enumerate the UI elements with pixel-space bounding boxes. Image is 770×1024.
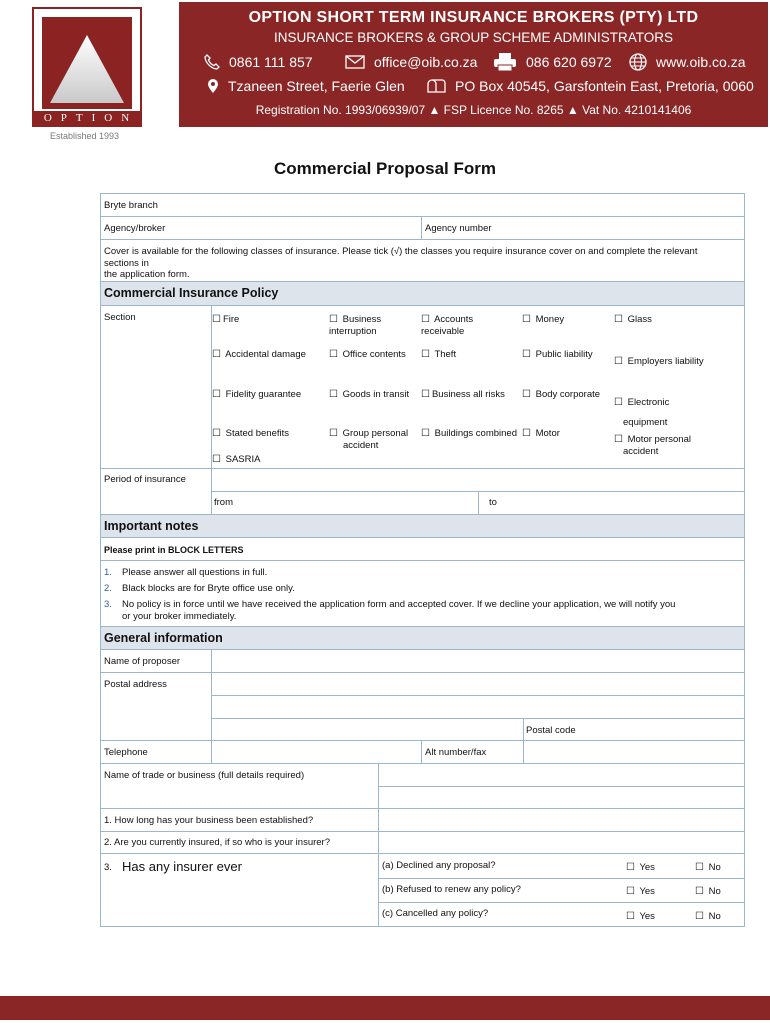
- important-notes-heading-text: Important notes: [104, 519, 199, 533]
- motor-label: Motor: [535, 428, 560, 439]
- checkbox-icon: ☐: [614, 434, 623, 445]
- q3a-yes-checkbox[interactable]: [626, 862, 655, 874]
- q3a-no-checkbox[interactable]: [695, 862, 721, 874]
- checkbox-icon: ☐: [522, 428, 531, 439]
- footer-bar: [0, 996, 770, 1020]
- general-information-heading: [101, 626, 744, 650]
- established-year: Established 1993: [50, 131, 120, 141]
- checkbox-icon: ☐: [614, 397, 623, 408]
- accidental-damage-checkbox[interactable]: [212, 349, 306, 361]
- question-2: 2. Are you currently insured, if so who is your insurer?: [104, 837, 330, 848]
- company-logo: [32, 7, 142, 127]
- checkbox-icon: ☐: [522, 389, 531, 400]
- telephone-label: Telephone: [104, 747, 148, 758]
- checkbox-icon: ☐: [614, 314, 623, 325]
- checkbox-icon: ☐: [329, 389, 338, 400]
- checkbox-icon: ☐: [522, 349, 531, 360]
- note-number-2: 2.: [104, 583, 112, 594]
- fax-contact: [493, 52, 612, 72]
- accounts-receivable-checkbox[interactable]: [421, 314, 473, 338]
- mailbox-icon: [426, 78, 446, 94]
- motor-personal-accident-label: Motor personal: [627, 434, 691, 445]
- q3c-no-checkbox[interactable]: [695, 911, 721, 923]
- buildings-combined-label: Buildings combined: [434, 428, 517, 439]
- glass-label: Glass: [627, 314, 652, 325]
- q3b-yes-checkbox[interactable]: [626, 886, 655, 898]
- checkbox-icon: ☐: [329, 428, 338, 439]
- company-name: OPTION SHORT TERM INSURANCE BROKERS (PTY) LTD: [248, 9, 699, 26]
- electronic-equipment-label: Electronic: [627, 397, 670, 408]
- checkbox-icon: ☐: [421, 389, 430, 400]
- yes-label: Yes: [639, 911, 655, 922]
- group-personal-accident-label: Group personal: [342, 428, 409, 439]
- money-checkbox[interactable]: [522, 314, 564, 326]
- note-number-1: 1.: [104, 567, 112, 578]
- question-3: Has any insurer ever: [122, 859, 242, 874]
- theft-checkbox[interactable]: [421, 349, 456, 361]
- company-subtitle: INSURANCE BROKERS & GROUP SCHEME ADMINISTRATORS: [273, 30, 674, 45]
- checkbox-icon: ☐: [695, 886, 704, 897]
- street-text: Tzaneen Street, Faerie Glen: [228, 78, 405, 94]
- body-corporate-checkbox[interactable]: [522, 389, 600, 401]
- checkbox-icon: ☐: [212, 349, 221, 360]
- business-all-risks-checkbox[interactable]: [421, 389, 505, 401]
- street-address: [207, 78, 405, 94]
- checkbox-icon: ☐: [212, 428, 221, 439]
- motor-personal-accident-checkbox[interactable]: [614, 434, 691, 458]
- fidelity-guarantee-label: Fidelity guarantee: [225, 389, 302, 400]
- checkbox-icon: ☐: [212, 389, 221, 400]
- business-all-risks-label: Business all risks: [431, 389, 505, 400]
- proposal-form: [100, 193, 745, 927]
- phone-contact: [204, 54, 313, 70]
- bryte-branch-label: Bryte branch: [104, 200, 158, 211]
- map-pin-icon: [207, 78, 219, 94]
- public-liability-label: Public liability: [535, 349, 593, 360]
- group-personal-accident-checkbox[interactable]: [329, 428, 408, 452]
- po-box-address: [426, 78, 754, 94]
- sasria-checkbox[interactable]: [212, 454, 260, 466]
- office-contents-checkbox[interactable]: [329, 349, 406, 361]
- accounts-receivable-label: Accounts: [434, 314, 474, 325]
- period-from-field[interactable]: from: [214, 497, 233, 508]
- fire-checkbox[interactable]: [212, 314, 239, 326]
- agency-number-label[interactable]: Agency number: [425, 223, 492, 234]
- agency-broker-label[interactable]: Agency/broker: [104, 223, 166, 234]
- cover-instructions-line2: sections in: [104, 258, 149, 269]
- stated-benefits-checkbox[interactable]: [212, 428, 289, 440]
- alt-number-label: Alt number/fax: [425, 747, 487, 758]
- checkbox-icon: ☐: [695, 862, 704, 873]
- checkbox-icon: ☐: [626, 911, 635, 922]
- employers-liability-checkbox[interactable]: [614, 356, 704, 368]
- trade-name-label: Name of trade or business (full details required): [104, 770, 305, 781]
- goods-in-transit-checkbox[interactable]: [329, 389, 409, 401]
- yes-label: Yes: [639, 862, 655, 873]
- motor-checkbox[interactable]: [522, 428, 560, 440]
- note-3-line1: No policy is in force until we have received the application form and accepted cover. If we decline your application, we will notify you: [122, 599, 676, 610]
- fidelity-guarantee-checkbox[interactable]: [212, 389, 301, 401]
- motor-personal-accident-label-2: accident: [623, 446, 659, 457]
- important-notes-heading: [101, 514, 744, 538]
- q3c-yes-checkbox[interactable]: [626, 911, 655, 923]
- office-contents-label: Office contents: [342, 349, 406, 360]
- no-label: No: [708, 886, 721, 897]
- accidental-damage-label: Accidental damage: [225, 349, 306, 360]
- buildings-combined-checkbox[interactable]: [421, 428, 517, 440]
- po-box-text: PO Box 40545, Garsfontein East, Pretoria, 0060: [455, 78, 754, 94]
- business-interruption-checkbox[interactable]: [329, 314, 381, 338]
- registration-info: Registration No. 1993/06939/07 ▲ FSP Licence No. 8265 ▲ Vat No. 4210141406: [255, 103, 692, 117]
- website-url: www.oib.co.za: [656, 54, 746, 70]
- phone-icon: [204, 54, 220, 70]
- employers-liability-label: Employers liability: [627, 356, 704, 367]
- electronic-equipment-checkbox[interactable]: [614, 393, 669, 433]
- commercial-policy-heading: [101, 281, 744, 306]
- cover-instructions-line3: the application form.: [104, 269, 190, 280]
- globe-icon: [629, 53, 647, 71]
- fax-icon: [493, 52, 517, 72]
- note-number-3: 3.: [104, 599, 112, 610]
- postal-address-label: Postal address: [104, 679, 167, 690]
- stated-benefits-label: Stated benefits: [225, 428, 289, 439]
- group-personal-accident-label-2: accident: [343, 440, 379, 451]
- email-contact: [345, 54, 477, 70]
- period-of-insurance-label: Period of insurance: [104, 474, 186, 485]
- checkbox-icon: ☐: [522, 314, 531, 325]
- question-3b: (b) Refused to renew any policy?: [382, 884, 521, 895]
- block-letters-note: Please print in BLOCK LETTERS: [104, 545, 244, 555]
- logo-triangle-icon: [42, 17, 132, 109]
- public-liability-checkbox[interactable]: [522, 349, 593, 361]
- goods-in-transit-label: Goods in transit: [342, 389, 410, 400]
- fax-number: 086 620 6972: [526, 54, 612, 70]
- envelope-icon: [345, 55, 365, 69]
- glass-checkbox[interactable]: [614, 314, 652, 326]
- checkbox-icon: ☐: [421, 349, 430, 360]
- header-banner: [179, 2, 768, 127]
- q3b-no-checkbox[interactable]: [695, 886, 721, 898]
- postal-code-label[interactable]: Postal code: [526, 725, 576, 736]
- form-title: Commercial Proposal Form: [273, 159, 496, 178]
- question-3c: (c) Cancelled any policy?: [382, 908, 489, 919]
- accounts-receivable-label-2: receivable: [421, 326, 465, 337]
- business-interruption-label-2: interruption: [329, 326, 377, 337]
- checkbox-icon: ☐: [626, 862, 635, 873]
- question-1: 1. How long has your business been established?: [104, 815, 314, 826]
- checkbox-icon: ☐: [212, 314, 221, 325]
- fire-label: Fire: [222, 314, 240, 325]
- question-3a: (a) Declined any proposal?: [382, 860, 496, 871]
- electronic-equipment-label-2: equipment: [623, 417, 668, 428]
- theft-label: Theft: [434, 349, 457, 360]
- phone-number: 0861 111 857: [229, 54, 313, 70]
- note-3-line2: or your broker immediately.: [122, 611, 237, 622]
- note-2: Black blocks are for Bryte office use only.: [122, 583, 295, 594]
- checkbox-icon: ☐: [421, 428, 430, 439]
- checkbox-icon: ☐: [626, 886, 635, 897]
- period-to-field[interactable]: to: [489, 497, 497, 508]
- email-address: office@oib.co.za: [374, 54, 478, 70]
- question-3-number: 3.: [104, 862, 112, 873]
- commercial-policy-heading-text: Commercial Insurance Policy: [104, 286, 279, 300]
- checkbox-icon: ☐: [212, 454, 221, 465]
- checkbox-icon: ☐: [329, 314, 338, 325]
- business-interruption-label: Business: [342, 314, 382, 325]
- yes-label: Yes: [639, 886, 655, 897]
- note-1: Please answer all questions in full.: [122, 567, 268, 578]
- sasria-label: SASRIA: [225, 454, 261, 465]
- name-of-proposer-label: Name of proposer: [104, 656, 181, 667]
- general-information-heading-text: General information: [104, 631, 223, 645]
- body-corporate-label: Body corporate: [535, 389, 601, 400]
- logo-square: [42, 17, 132, 109]
- checkbox-icon: ☐: [329, 349, 338, 360]
- no-label: No: [708, 862, 721, 873]
- checkbox-icon: ☐: [614, 356, 623, 367]
- cover-instructions-line1: Cover is available for the following classes of insurance. Please tick (√) the classes you require insurance cover on and complete the relevant: [104, 246, 698, 257]
- checkbox-icon: ☐: [695, 911, 704, 922]
- website-contact: [629, 53, 745, 71]
- checkbox-icon: ☐: [421, 314, 430, 325]
- section-label: Section: [104, 312, 136, 323]
- money-label: Money: [535, 314, 565, 325]
- no-label: No: [708, 911, 721, 922]
- logo-wordmark: OPTION: [34, 111, 140, 125]
